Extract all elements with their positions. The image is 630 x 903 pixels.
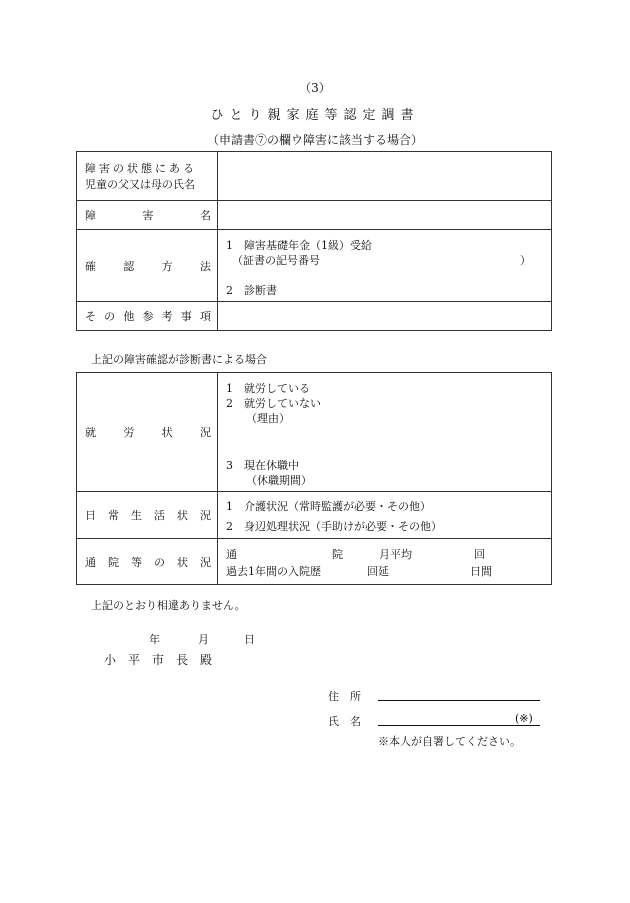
- label-parent-name-line1: 障害の状態にある: [85, 162, 197, 175]
- label-parent-name: [77, 152, 218, 201]
- hospital-visits-fields: [218, 539, 552, 585]
- option-working[interactable]: 1 就労している: [226, 382, 310, 395]
- option-pension[interactable]: 1 障害基礎年金（1級）受給: [226, 239, 372, 252]
- row-work-status: [77, 373, 552, 492]
- label-char: 名: [200, 209, 211, 222]
- label-char: 確: [85, 259, 96, 273]
- certificate-number-close: ）: [520, 254, 531, 267]
- certificate-number-label: （証書の記号番号: [232, 254, 320, 267]
- disability-name-field[interactable]: [218, 201, 552, 230]
- date-day[interactable]: 日: [244, 633, 255, 646]
- date-year[interactable]: 年: [149, 633, 160, 646]
- label-daily-life: [77, 492, 218, 539]
- row-hospital-visits: [77, 539, 552, 585]
- label-char: 状: [177, 555, 188, 569]
- name-label: 氏 名: [328, 715, 361, 728]
- reason-label: （理由）: [246, 412, 290, 425]
- label-char: 通: [85, 555, 96, 569]
- label-char: 況: [200, 555, 211, 569]
- confirmation-statement: 上記のとおり相違ありません。: [91, 599, 246, 612]
- label-char: 参: [142, 310, 154, 323]
- label-char: の: [154, 555, 165, 569]
- form-number: （3）: [299, 81, 331, 95]
- hospitalization-days-unit[interactable]: 日間: [470, 565, 492, 578]
- label-char: 状: [161, 426, 173, 439]
- label-hospital-visits: [77, 539, 218, 585]
- option-on-leave[interactable]: 3 現在休職中: [226, 459, 299, 472]
- visits-label-a: 通: [226, 548, 237, 561]
- label-parent-name-line2: 児童の父又は母の氏名: [85, 178, 195, 191]
- addressee: 小 平 市 長 殿: [104, 653, 213, 667]
- label-char: 考: [161, 310, 173, 323]
- daily-life-options: [218, 492, 552, 539]
- certification-table: [76, 151, 552, 331]
- option-self-care[interactable]: 2 身辺処理状況（手助けが必要・その他）: [226, 520, 442, 533]
- option-care[interactable]: 1 介護状況（常時監護が必要・その他）: [226, 500, 431, 513]
- row-daily-life: [77, 492, 552, 539]
- row-parent-name: [77, 152, 552, 201]
- row-confirm-method: [77, 230, 552, 302]
- section2-heading: 上記の障害確認が診断書による場合: [91, 353, 267, 366]
- label-char: 状: [177, 509, 188, 522]
- label-char: 院: [108, 555, 119, 569]
- label-char: 労: [123, 426, 135, 439]
- label-confirm-method: [77, 230, 218, 302]
- label-char: そ: [85, 310, 96, 323]
- row-other-notes: [77, 302, 552, 331]
- label-char: 活: [154, 509, 165, 522]
- label-char: 日: [85, 509, 96, 522]
- option-medical-certificate[interactable]: 2 診断書: [226, 284, 277, 297]
- label-char: 事: [180, 310, 192, 323]
- label-char: 況: [199, 426, 211, 439]
- address-label: 住 所: [328, 690, 361, 703]
- visits-label-b: 院: [332, 548, 343, 561]
- self-sign-note: ※本人が自署してください。: [378, 735, 521, 748]
- label-char: 項: [199, 310, 211, 323]
- confirm-method-options: [218, 230, 552, 302]
- label-char: 認: [123, 259, 135, 273]
- label-work-status: [77, 373, 218, 492]
- work-status-options: [218, 373, 552, 492]
- date-month[interactable]: 月: [198, 633, 209, 646]
- hospitalization-count-unit[interactable]: 回延: [367, 565, 389, 578]
- signature-mark: (※): [515, 712, 533, 725]
- label-char: 常: [108, 509, 119, 522]
- label-char: 就: [85, 426, 96, 439]
- form-subtitle: （申請書⑦の欄ウ障害に該当する場合）: [206, 133, 423, 147]
- row-disability-name: [77, 201, 552, 230]
- form-title: ひとり親家庭等認定調書: [210, 108, 420, 123]
- label-char: 方: [161, 259, 173, 273]
- label-disability-name: [77, 201, 218, 230]
- label-other-notes: [77, 302, 218, 331]
- visits-count-unit: 回: [474, 548, 485, 561]
- label-char: 法: [199, 259, 211, 273]
- address-field[interactable]: [378, 688, 540, 701]
- label-char: 生: [131, 509, 142, 522]
- other-notes-field[interactable]: [218, 302, 552, 331]
- label-char: 障: [85, 209, 96, 222]
- parent-name-field[interactable]: [218, 152, 552, 201]
- option-not-working[interactable]: 2 就労していない: [226, 397, 321, 410]
- label-char: 他: [123, 310, 135, 323]
- label-char: の: [104, 310, 116, 323]
- leave-period-label: （休職期間）: [246, 474, 312, 487]
- label-char: 況: [200, 509, 211, 522]
- label-char: 害: [142, 209, 154, 222]
- hospitalization-history-label: 過去1年間の入院歴: [226, 565, 321, 578]
- monthly-average-label[interactable]: 月平均: [379, 548, 412, 561]
- label-char: 等: [131, 555, 142, 569]
- medical-certificate-table: [76, 372, 552, 585]
